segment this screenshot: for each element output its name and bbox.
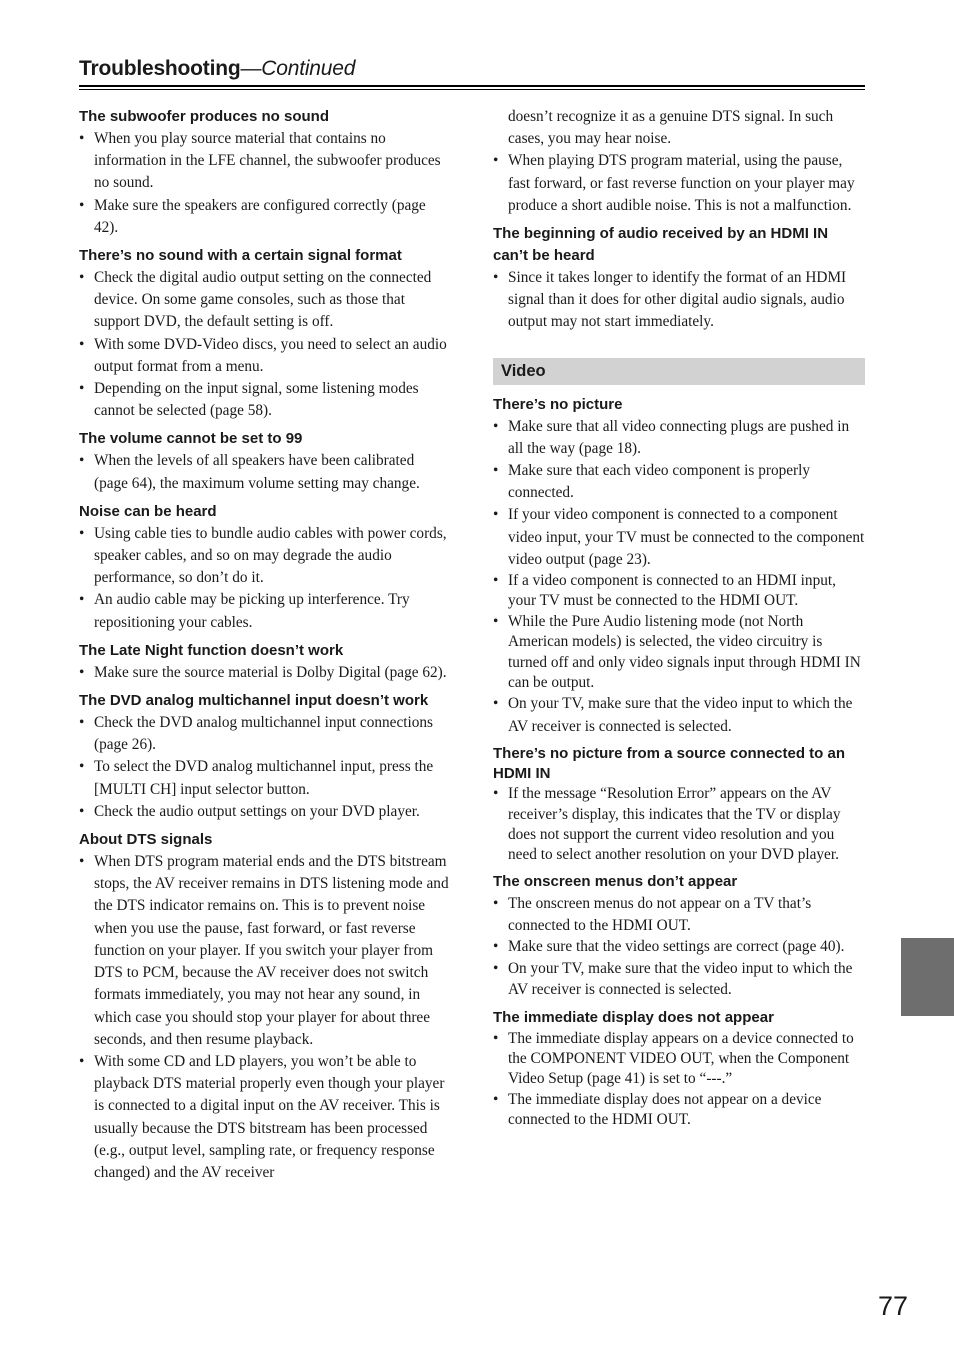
title-text: Troubleshooting	[79, 57, 241, 80]
list-item: • If a video component is connected to an HDMI input, your TV must be connected to the HDMI OUT.	[493, 571, 865, 612]
header-rule	[79, 85, 865, 90]
section-heading: The Late Night function doesn’t work	[79, 641, 344, 659]
bullet-list	[493, 416, 865, 738]
list-item: • The immediate display does not appear on a device connected to the HDMI OUT.	[493, 1090, 865, 1131]
section-heading: The volume cannot be set to 99	[79, 430, 303, 448]
continued-text: —Continued	[240, 57, 356, 80]
list-item: • When DTS program material ends and the DTS bitstream stops, the AV receiver remains in DTS listening mode and the DTS indicator remains on. This is to prevent noise when you use the pause, fast forward, or fast reverse function on your player. If you switch your player from DTS to PCM, because the AV receiver does not switch formats immediately, you may not hear any sound, in which case you should stop your player for about three seconds, and then resume playback.	[79, 851, 452, 1051]
list-item: • An audio cable may be picking up interference. Try repositioning your cables.	[79, 589, 452, 633]
section	[79, 690, 452, 823]
bullet-list	[79, 851, 452, 1184]
page-number: 77	[878, 1291, 909, 1321]
list-item: • Using cable ties to bundle audio cables with power cords, speaker cables, and so on may degrade the audio performance, so don’t do it.	[79, 523, 452, 590]
bullet-list	[79, 662, 452, 684]
section-heading: There’s no picture from a source connected to an HDMI IN	[493, 744, 846, 783]
bullet-list	[79, 523, 452, 634]
list-item: • With some DVD-Video discs, you need to select an audio output format from a menu.	[79, 334, 452, 378]
section	[493, 223, 865, 334]
section	[79, 640, 452, 684]
bullet-list	[79, 712, 452, 823]
list-item: • If the message “Resolution Error” appears on the AV receiver’s display, this indicates that the TV or display does not support the current video resolution and you need to select another resolution on your DVD player.	[493, 784, 865, 865]
list-item: • Make sure the source material is Dolby Digital (page 62).	[79, 662, 452, 684]
list-item: • Make sure the speakers are configured correctly (page 42).	[79, 195, 452, 239]
list-item: • Make sure that each video component is properly connected.	[493, 460, 865, 504]
section-heading: The onscreen menus don’t appear	[493, 873, 738, 891]
section-heading: About DTS signals	[79, 831, 213, 849]
section-heading: There’s no picture	[493, 395, 623, 413]
section	[493, 744, 865, 865]
video-section-band: Video	[493, 358, 865, 385]
section	[79, 501, 452, 634]
section-heading: Noise can be heard	[79, 502, 217, 520]
list-item: • Check the digital audio output setting on the connected device. On some game consoles, such as those that support DVD, the default setting is off.	[79, 267, 452, 334]
bullet-list	[493, 893, 865, 1001]
bullet-list	[79, 128, 452, 239]
list-item: • The onscreen menus do not appear on a TV that’s connected to the HDMI OUT.	[493, 893, 865, 936]
section	[493, 394, 865, 738]
list-item: • Since it takes longer to identify the format of an HDMI signal than it does for other digital audio signals, audio output may not start immediately.	[493, 267, 865, 334]
page-title	[79, 55, 865, 83]
section	[79, 106, 452, 239]
list-item: • Make sure that the video settings are correct (page 40).	[493, 936, 865, 958]
page-header	[79, 55, 865, 83]
section	[79, 829, 452, 1184]
list-item: • The immediate display appears on a device connected to the COMPONENT VIDEO OUT, when the Component Video Setup (page 41) is set to “---.”	[493, 1029, 865, 1090]
list-item: • While the Pure Audio listening mode (not North American models) is selected, the video circuitry is turned off and only video signals input through HDMI IN can be output.	[493, 612, 865, 694]
list-item: • On your TV, make sure that the video input to which the AV receiver is connected is selected.	[493, 958, 865, 1001]
bullet-list	[493, 267, 865, 334]
continued-paragraph: doesn’t recognize it as a genuine DTS signal. In such cases, you may hear noise.	[508, 108, 834, 148]
bullet-list	[493, 784, 865, 865]
bullet-list	[79, 450, 452, 494]
section	[493, 1007, 865, 1131]
list-item: • Depending on the input signal, some listening modes cannot be selected (page 58).	[79, 378, 452, 422]
section-heading: The subwoofer produces no sound	[79, 108, 330, 125]
list-item: • When you play source material that contains no information in the LFE channel, the subwoofer produces no sound.	[79, 128, 452, 195]
bullet-list	[493, 150, 865, 217]
left-column	[79, 106, 452, 1184]
section-heading: The immediate display does not appear	[493, 1008, 774, 1026]
list-item: • With some CD and LD players, you won’t be able to playback DTS material properly even though your player is connected to a digital input on the AV receiver. This is usually because the DTS bitstream has been processed (e.g., output level, sampling rate, or frequency response changed) and the AV receiver	[79, 1051, 452, 1184]
list-item: • When playing DTS program material, using the pause, fast forward, or fast reverse function on your player may produce a short audible noise. This is not a malfunction.	[493, 150, 865, 217]
list-item: • On your TV, make sure that the video input to which the AV receiver is connected is selected.	[493, 693, 865, 737]
section	[493, 871, 865, 1001]
chapter-tab	[901, 938, 954, 1016]
list-item: • To select the DVD analog multichannel input, press the [MULTI CH] input selector button.	[79, 756, 452, 800]
right-column	[493, 106, 865, 1131]
list-item: • Check the DVD analog multichannel input connections (page 26).	[79, 712, 452, 756]
list-item: • If your video component is connected to a component video input, your TV must be connected to the component video output (page 23).	[493, 504, 865, 571]
list-item: • Check the audio output settings on your DVD player.	[79, 801, 452, 823]
list-item: • Make sure that all video connecting plugs are pushed in all the way (page 18).	[493, 416, 865, 460]
list-item: • When the levels of all speakers have been calibrated (page 64), the maximum volume setting may change.	[79, 450, 452, 494]
section-heading: There’s no sound with a certain signal format	[79, 247, 402, 265]
section	[79, 245, 452, 422]
section-heading: The beginning of audio received by an HDMI IN can’t be heard	[493, 225, 829, 265]
section-heading: The DVD analog multichannel input doesn’t work	[79, 692, 429, 710]
section	[79, 428, 452, 494]
bullet-list	[493, 1029, 865, 1131]
bullet-list	[79, 267, 452, 422]
